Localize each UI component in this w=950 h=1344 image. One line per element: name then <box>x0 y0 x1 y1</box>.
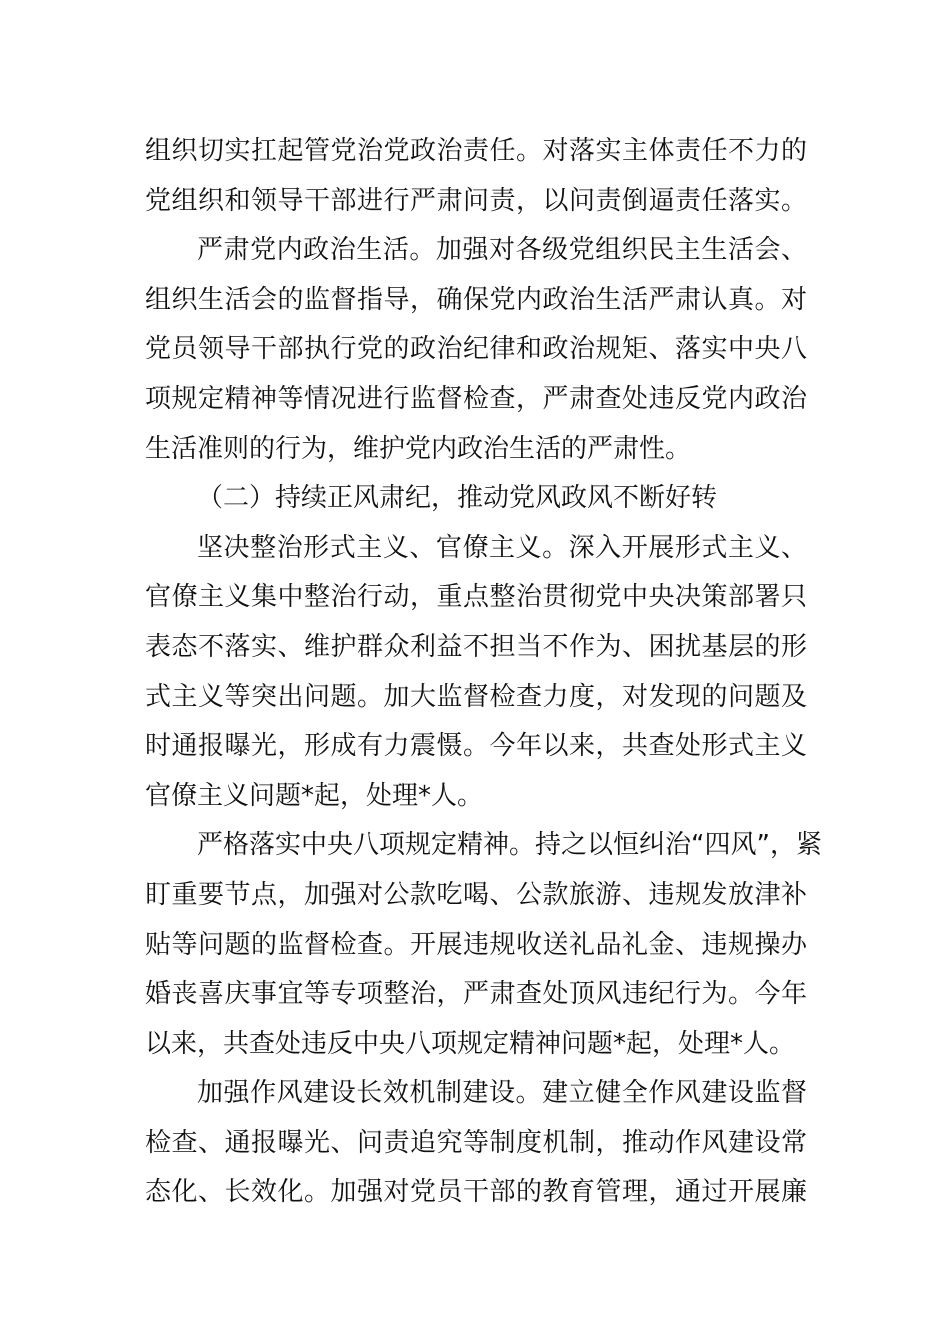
paragraph-line: 婚丧喜庆事宜等专项整治，严肃查处顶风违纪行为。今年 <box>145 979 807 1010</box>
paragraph-line: 式主义等突出问题。加大监督检查力度，对发现的问题及 <box>145 681 807 712</box>
paragraph-line: 检查、通报曝光、问责追究等制度机制，推动作风建设常 <box>145 1127 807 1158</box>
paragraph-line: 项规定精神等情况进行监督检查，严肃查处违反党内政治 <box>145 383 807 414</box>
paragraph-first-line: 坚决整治形式主义、官僚主义。深入开展形式主义、 <box>197 532 807 563</box>
paragraph-line: 党员领导干部执行党的政治纪律和政治规矩、落实中央八 <box>145 334 807 365</box>
paragraph-line: 官僚主义集中整治行动，重点整治贯彻党中央决策部署只 <box>145 582 807 613</box>
section-heading: （二）持续正风肃纪，推动党风政风不断好转 <box>197 483 718 514</box>
paragraph-first-line: 加强作风建设长效机制建设。建立健全作风建设监督 <box>197 1078 807 1109</box>
paragraph-first-line: 严肃党内政治生活。加强对各级党组织民主生活会、 <box>197 235 807 266</box>
paragraph-line: 官僚主义问题*起，处理*人。 <box>145 780 484 811</box>
paragraph-line: 盯重要节点，加强对公款吃喝、公款旅游、违规发放津补 <box>145 879 807 910</box>
paragraph-line: 组织切实扛起管党治党政治责任。对落实主体责任不力的 <box>145 136 807 166</box>
paragraph-line: 党组织和领导干部进行严肃问责，以问责倒逼责任落实。 <box>145 185 807 216</box>
paragraph-line: 表态不落实、维护群众利益不担当不作为、困扰基层的形 <box>145 631 807 662</box>
paragraph-line: 态化、长效化。加强对党员干部的教育管理，通过开展廉 <box>145 1177 807 1208</box>
paragraph-line: 组织生活会的监督指导，确保党内政治生活严肃认真。对 <box>145 284 807 315</box>
paragraph-line: 时通报曝光，形成有力震慑。今年以来，共查处形式主义 <box>145 731 807 762</box>
paragraph-line: 以来，共查处违反中央八项规定精神问题*起，处理*人。 <box>145 1028 796 1059</box>
paragraph-line: 贴等问题的监督检查。开展违规收送礼品礼金、违规操办 <box>145 929 807 960</box>
paragraph-first-line: 严格落实中央八项规定精神。持之以恒纠治“四风”，紧 <box>197 830 822 861</box>
document-body <box>145 127 822 1218</box>
paragraph-line: 生活准则的行为，维护党内政治生活的严肃性。 <box>145 433 692 464</box>
